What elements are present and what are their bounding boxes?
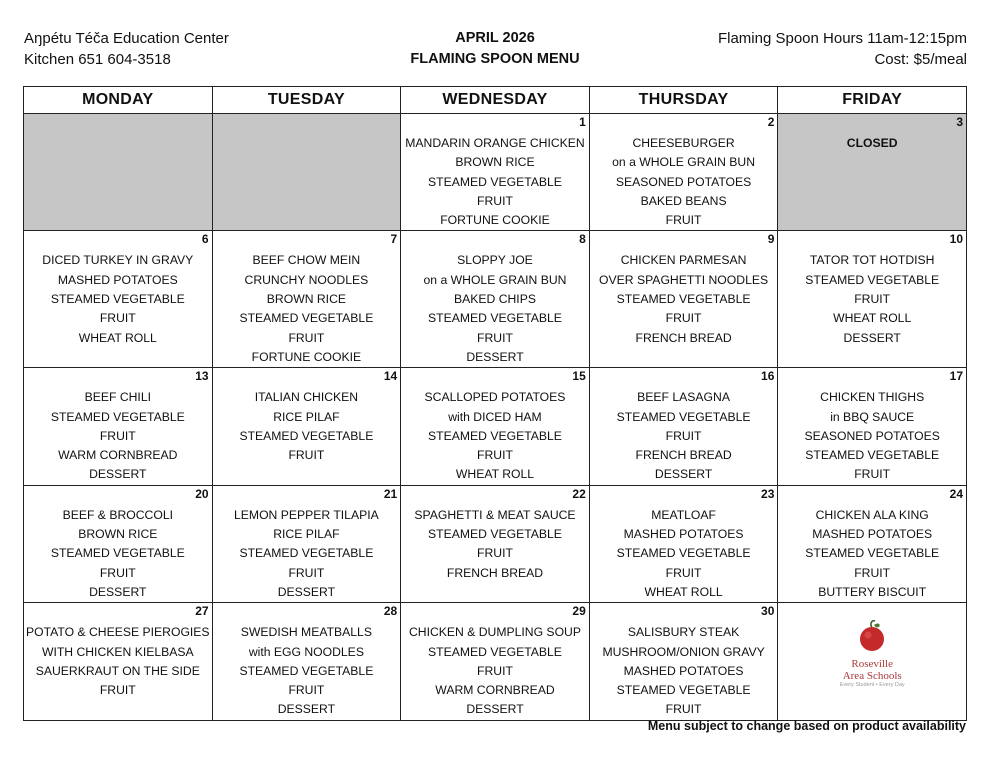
- menu-item: BROWN RICE: [78, 527, 158, 542]
- day-number: 22: [572, 486, 586, 501]
- day-cell: [589, 485, 778, 602]
- menu-items: [24, 603, 212, 700]
- menu-items: [401, 231, 589, 367]
- day-cell: [589, 368, 778, 485]
- menu-item: SWEDISH MEATBALLS: [240, 625, 372, 640]
- menu-item: FRUIT: [665, 311, 702, 326]
- center-name: Aŋpétu Téča Education Center: [24, 30, 229, 47]
- menu-item: DESSERT: [466, 349, 524, 364]
- day-number: 8: [579, 232, 586, 247]
- day-number: 20: [195, 486, 209, 501]
- menu-item: WHEAT ROLL: [833, 311, 912, 326]
- weekday-thursday: THURSDAY: [589, 87, 778, 114]
- day-cell: [212, 114, 401, 231]
- menu-item: DESSERT: [843, 330, 901, 345]
- day-cell: [589, 603, 778, 720]
- day-cell: [778, 231, 967, 368]
- menu-item: DESSERT: [89, 584, 147, 599]
- menu-title: FLAMING SPOON MENU: [410, 51, 580, 67]
- week-row: [24, 368, 967, 485]
- menu-item: DESSERT: [277, 584, 336, 599]
- day-cell: [401, 231, 590, 368]
- menu-item: SAUERKRAUT ON THE SIDE: [35, 663, 200, 678]
- day-cell: [401, 368, 590, 485]
- weekday-wednesday: WEDNESDAY: [401, 87, 590, 114]
- menu-item: FRUIT: [665, 702, 702, 717]
- menu-item: STEAMED VEGETABLE: [428, 428, 562, 443]
- menu-item: DESSERT: [277, 702, 336, 717]
- day-cell: [778, 368, 967, 485]
- day-cell: [401, 603, 590, 720]
- menu-item: FRUIT: [99, 311, 136, 326]
- day-cell: [401, 485, 590, 602]
- menu-item: FRUIT: [854, 467, 891, 482]
- menu-item: BROWN RICE: [266, 292, 346, 307]
- menu-item: FRUIT: [477, 448, 513, 463]
- menu-calendar: [23, 86, 967, 721]
- header-right: [718, 28, 967, 70]
- menu-item: MASHED POTATOES: [623, 527, 744, 542]
- day-cell: [778, 603, 967, 720]
- menu-item: SLOPPY JOE: [457, 253, 533, 268]
- menu-item: MASHED POTATOES: [57, 272, 178, 287]
- menu-month: APRIL 2026: [455, 30, 535, 46]
- day-cell: [24, 231, 213, 368]
- menu-item: STEAMED VEGETABLE: [616, 683, 751, 698]
- menu-item: STEAMED VEGETABLE: [239, 546, 374, 561]
- week-row: [24, 114, 967, 231]
- menu-item: BUTTERY BISCUIT: [818, 584, 927, 599]
- menu-item: DESSERT: [89, 467, 147, 482]
- menu-item: FRUIT: [288, 565, 325, 580]
- menu-item: SEASONED POTATOES: [615, 174, 752, 189]
- menu-item: STEAMED VEGETABLE: [239, 428, 374, 443]
- menu-item: DICED TURKEY IN GRAVY: [42, 253, 194, 268]
- menu-item: MEATLOAF: [651, 507, 716, 522]
- day-cell: [589, 231, 778, 368]
- menu-items: [590, 114, 778, 230]
- menu-item: SPAGHETTI & MEAT SAUCE: [414, 507, 576, 522]
- day-cell: [212, 603, 401, 720]
- menu-item: STEAMED VEGETABLE: [428, 644, 562, 659]
- menu-item: FRUIT: [99, 683, 136, 698]
- weekday-friday: FRIDAY: [778, 87, 967, 114]
- menu-item: WITH CHICKEN KIELBASA: [41, 644, 194, 659]
- day-number: 3: [956, 115, 963, 129]
- menu-item: STEAMED VEGETABLE: [428, 174, 562, 189]
- day-cell: [24, 368, 213, 485]
- menu-item: FRENCH BREAD: [446, 565, 544, 580]
- week-row: [24, 231, 967, 368]
- menu-item: SALISBURY STEAK: [627, 625, 740, 640]
- menu-item: STEAMED VEGETABLE: [428, 527, 562, 542]
- menu-item: BEEF & BROCCOLI: [62, 507, 173, 522]
- menu-items: [24, 368, 212, 484]
- menu-item: STEAMED VEGETABLE: [616, 292, 751, 307]
- logo-line1: Roseville: [851, 658, 893, 671]
- day-number: 2: [767, 115, 775, 129]
- day-number: 6: [201, 232, 209, 247]
- menu-item: FRUIT: [854, 292, 891, 307]
- week-row: [24, 485, 967, 602]
- menu-item: CRUNCHY NOODLES: [244, 272, 369, 287]
- menu-item: FRUIT: [99, 428, 136, 443]
- menu-item: STEAMED VEGETABLE: [428, 311, 562, 326]
- menu-item: FRUIT: [665, 213, 702, 228]
- menu-item: BEEF CHILI: [84, 390, 151, 405]
- day-cell: [401, 114, 590, 231]
- day-number: 17: [949, 369, 963, 384]
- menu-item: MANDARIN ORANGE CHICKEN: [405, 136, 585, 150]
- menu-item: FRUIT: [288, 448, 325, 463]
- menu-items: [778, 231, 966, 347]
- menu-items: [590, 603, 778, 719]
- menu-item: with DICED HAM: [448, 409, 542, 424]
- menu-item: CHICKEN THIGHS: [820, 390, 925, 405]
- menu-item: FRUIT: [288, 330, 325, 345]
- day-number: 16: [761, 369, 775, 384]
- menu-item: WARM CORNBREAD: [435, 683, 555, 698]
- menu-disclaimer: Menu subject to change based on product availability: [647, 719, 966, 733]
- meal-cost: Cost: $5/meal: [874, 51, 967, 68]
- menu-item: FRUIT: [477, 663, 513, 678]
- weekday-monday: MONDAY: [24, 87, 213, 114]
- menu-items: [401, 368, 589, 484]
- menu-item: FRUIT: [288, 683, 325, 698]
- menu-item: FRUIT: [665, 565, 702, 580]
- day-number: 30: [761, 604, 775, 619]
- menu-item: STEAMED VEGETABLE: [50, 409, 185, 424]
- day-number: 13: [195, 369, 209, 384]
- menu-items: [590, 231, 778, 347]
- menu-item: BAKED BEANS: [640, 193, 727, 208]
- menu-item: FRUIT: [665, 428, 702, 443]
- menu-item: RICE PILAF: [273, 409, 340, 424]
- day-cell: [212, 231, 401, 368]
- day-number: 10: [949, 232, 963, 247]
- day-number: 7: [390, 232, 398, 247]
- menu-item: ITALIAN CHICKEN: [254, 390, 359, 405]
- menu-items: [590, 368, 778, 484]
- district-logo: [778, 603, 966, 689]
- menu-item: WARM CORNBREAD: [58, 448, 178, 463]
- menu-item: SCALLOPED POTATOES: [424, 390, 566, 405]
- menu-item: BROWN RICE: [455, 155, 535, 170]
- apple-icon: [857, 619, 887, 653]
- day-number: 1: [579, 115, 586, 129]
- day-number: 14: [383, 369, 398, 384]
- day-cell: [589, 114, 778, 231]
- menu-item: FORTUNE COOKIE: [251, 349, 362, 364]
- day-cell: [212, 368, 401, 485]
- day-cell: [24, 114, 213, 231]
- menu-item: in BBQ SAUCE: [830, 409, 915, 424]
- menu-items: [24, 486, 212, 602]
- menu-items: [401, 486, 589, 583]
- menu-items: [213, 231, 401, 367]
- menu-item: STEAMED VEGETABLE: [805, 272, 940, 287]
- menu-items: [213, 603, 401, 719]
- menu-item: STEAMED VEGETABLE: [239, 663, 374, 678]
- menu-item: FRUIT: [477, 193, 513, 208]
- menu-item: FRENCH BREAD: [635, 330, 732, 345]
- day-cell: [24, 485, 213, 602]
- menu-item: on a WHOLE GRAIN BUN: [612, 155, 756, 170]
- menu-item: STEAMED VEGETABLE: [805, 546, 940, 561]
- menu-item: FRUIT: [99, 565, 136, 580]
- menu-item: BEEF LASAGNA: [637, 390, 730, 405]
- menu-items: [778, 368, 966, 484]
- menu-item: CHEESEBURGER: [632, 136, 735, 150]
- menu-item: FRUIT: [477, 330, 513, 345]
- menu-items: [401, 114, 589, 230]
- day-number: 9: [767, 232, 775, 247]
- menu-item: LEMON PEPPER TILAPIA: [234, 507, 379, 522]
- menu-item: DESSERT: [466, 702, 524, 717]
- menu-item: CHICKEN PARMESAN: [620, 253, 747, 268]
- menu-item: STEAMED VEGETABLE: [50, 292, 185, 307]
- menu-item: on a WHOLE GRAIN BUN: [423, 272, 567, 287]
- menu-items: [24, 231, 212, 347]
- menu-item: STEAMED VEGETABLE: [616, 409, 751, 424]
- menu-items: [213, 486, 401, 602]
- day-number: 15: [572, 369, 586, 384]
- weekday-tuesday: TUESDAY: [212, 87, 401, 114]
- closed-label: CLOSED: [846, 136, 898, 150]
- menu-items: [590, 486, 778, 602]
- menu-item: POTATO & CHEESE PIEROGIES: [26, 625, 210, 640]
- menu-items: [213, 368, 401, 465]
- menu-item: RICE PILAF: [273, 527, 340, 542]
- menu-item: WHEAT ROLL: [644, 584, 723, 599]
- day-number: 27: [195, 604, 209, 619]
- day-number: 24: [949, 486, 963, 501]
- day-number: 23: [761, 486, 775, 501]
- menu-items: [401, 603, 589, 719]
- weekday-header-row: [24, 87, 967, 114]
- logo-line2: Area Schools: [842, 670, 902, 683]
- menu-item: WHEAT ROLL: [455, 467, 535, 482]
- menu-item: FRENCH BREAD: [635, 448, 732, 463]
- menu-item: STEAMED VEGETABLE: [239, 311, 374, 326]
- day-cell: [24, 603, 213, 720]
- menu-item: TATOR TOT HOTDISH: [809, 253, 935, 268]
- menu-item: BAKED CHIPS: [454, 292, 536, 307]
- service-hours: Flaming Spoon Hours 11am-12:15pm: [717, 30, 967, 47]
- menu-item: STEAMED VEGETABLE: [616, 546, 751, 561]
- menu-item: CHICKEN & DUMPLING SOUP: [408, 625, 581, 640]
- menu-item: MASHED POTATOES: [812, 527, 933, 542]
- day-number: 21: [383, 486, 398, 501]
- day-cell: [212, 485, 401, 602]
- day-number: 28: [383, 604, 398, 619]
- menu-item: FRUIT: [477, 546, 513, 561]
- menu-item: CHICKEN ALA KING: [815, 507, 929, 522]
- menu-item: BEEF CHOW MEIN: [252, 253, 361, 268]
- kitchen-phone: Kitchen 651 604-3518: [24, 51, 171, 68]
- menu-item: FRUIT: [854, 565, 891, 580]
- day-number: 29: [572, 604, 586, 619]
- menu-items: [778, 114, 966, 153]
- menu-item: WHEAT ROLL: [78, 330, 157, 345]
- menu-item: STEAMED VEGETABLE: [805, 448, 940, 463]
- menu-item: MASHED POTATOES: [623, 663, 744, 678]
- week-row: [24, 603, 967, 720]
- menu-item: with EGG NOODLES: [248, 644, 364, 659]
- menu-items: [778, 486, 966, 602]
- logo-tagline: Every Student • Every Day: [839, 682, 905, 689]
- menu-item: SEASONED POTATOES: [804, 428, 940, 443]
- day-cell: [778, 114, 967, 231]
- menu-item: STEAMED VEGETABLE: [50, 546, 185, 561]
- menu-item: DESSERT: [654, 467, 713, 482]
- menu-item: OVER SPAGHETTI NOODLES: [599, 272, 769, 287]
- day-cell: [778, 485, 967, 602]
- menu-item: FORTUNE COOKIE: [440, 213, 550, 228]
- menu-item: MUSHROOM/ONION GRAVY: [602, 644, 765, 659]
